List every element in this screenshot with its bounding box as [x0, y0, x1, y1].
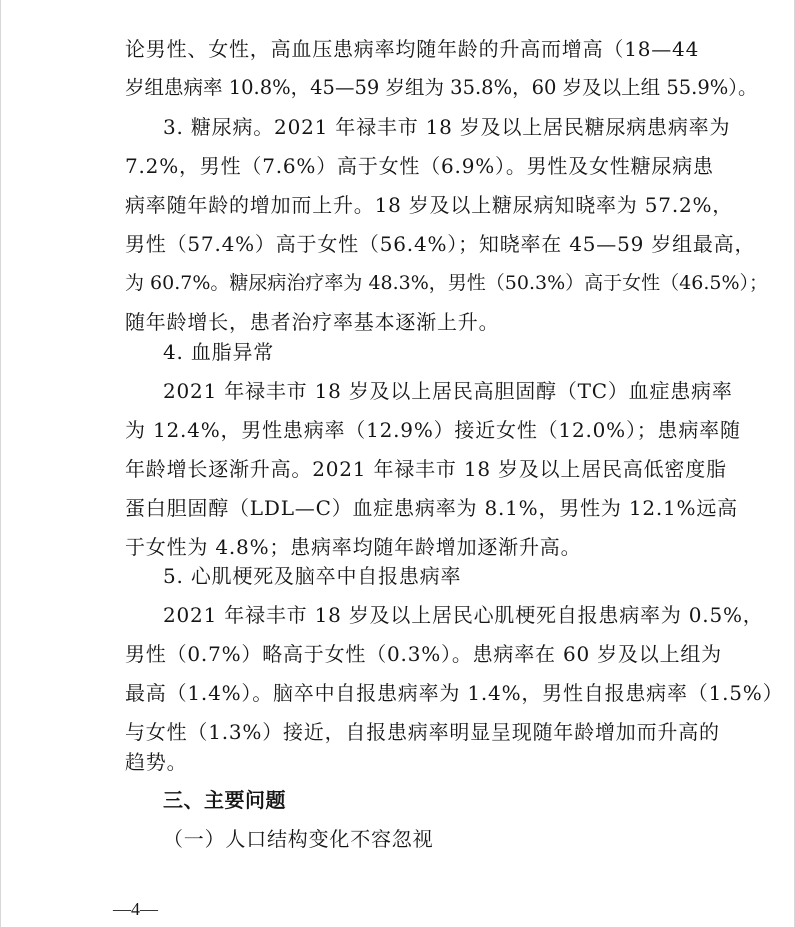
text-line-7: 为 60.7%。糖尿病治疗率为 48.3%，男性（50.3%）高于女性（46.5%）；: [125, 272, 769, 294]
subsection-diabetes: 3. 糖尿病。2021 年禄丰市 18 岁及以上居民糖尿病患病率为: [163, 115, 731, 139]
text-line-16: 2021 年禄丰市 18 岁及以上居民心肌梗死自报患病率为 0.5%，: [163, 603, 764, 627]
text-line-20: 趋势。: [125, 750, 188, 774]
page-number: —4—: [113, 899, 158, 919]
text-line-1: 论男性、女性，高血压患病率均随年龄的升高而增高（18—44: [125, 37, 700, 61]
section-heading-main-issues: 三、主要问题: [163, 788, 286, 812]
subsection-population-structure: （一）人口结构变化不容忽视: [163, 827, 434, 851]
text-line-8: 随年龄增长，患者治疗率基本逐渐上升。: [125, 310, 500, 334]
text-line-5: 病率随年龄的增加而上升。18 岁及以上糖尿病知晓率为 57.2%，: [125, 193, 734, 217]
subsection-dyslipidemia: 4. 血脂异常: [163, 340, 275, 364]
text-line-17: 男性（0.7%）略高于女性（0.3%）。患病率在 60 岁及以上组为: [125, 642, 722, 666]
text-line-6: 男性（57.4%）高于女性（56.4%）；知晓率在 45—59 岁组最高，: [125, 232, 756, 256]
text-line-11: 为 12.4%，男性患病率（12.9%）接近女性（12.0%）；患病率随: [125, 418, 741, 442]
text-line-2: 岁组患病率 10.8%，45—59 岁组为 35.8%，60 岁及以上组 55.9%）。: [125, 76, 758, 99]
text-line-12: 年龄增长逐渐升高。2021 年禄丰市 18 岁及以上居民高低密度脂: [125, 457, 727, 481]
text-line-10: 2021 年禄丰市 18 岁及以上居民高胆固醇（TC）血症患病率: [163, 379, 733, 403]
text-line-14: 于女性为 4.8%；患病率均随年龄增加逐渐升高。: [125, 535, 582, 559]
text-line-13: 蛋白胆固醇（LDL—C）血症患病率为 8.1%，男性为 12.1%远高: [125, 496, 738, 520]
text-line-4: 7.2%，男性（7.6%）高于女性（6.9%）。男性及女性糖尿病患: [125, 154, 714, 178]
text-line-18: 最高（1.4%）。脑卒中自报患病率为 1.4%，男性自报患病率（1.5%）: [125, 681, 784, 705]
subsection-mi-stroke: 5. 心肌梗死及脑卒中自报患病率: [163, 564, 462, 588]
text-line-19: 与女性（1.3%）接近，自报患病率明显呈现随年龄增加而升高的: [125, 720, 720, 744]
